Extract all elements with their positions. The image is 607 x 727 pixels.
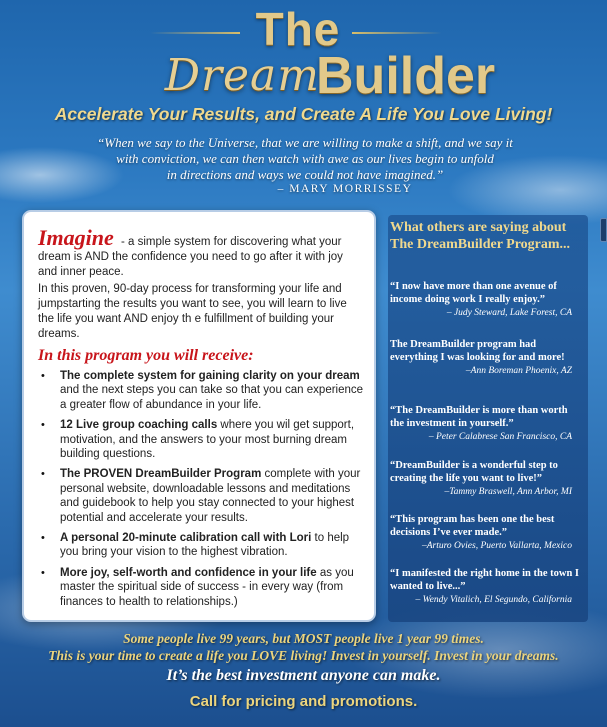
- footer-line-3: It’s the best investment anyone can make.: [166, 667, 441, 684]
- footer-line-1: Some people live 99 years, but MOST people live 1 year 99 times.: [123, 631, 484, 646]
- testimonial: [390, 281, 582, 319]
- receive-heading: In this program you will receive:: [38, 347, 254, 364]
- benefit-item: [38, 369, 368, 412]
- tagline: Accelerate Your Results, and Create A Life You Love Living!: [54, 104, 553, 124]
- title-dream: Dream: [164, 50, 320, 101]
- benefit-text: as you master the spiritual side of success - in every way (from finances to health to relationships.): [60, 566, 354, 608]
- benefit-text: and the next steps you can take so that you can experience a greater flow of abundance in your life.: [60, 384, 364, 411]
- testimonial-author: –Ann Boreman Phoenix, AZ: [465, 365, 572, 376]
- testimonial: [390, 460, 582, 498]
- benefit-item: [38, 566, 368, 609]
- benefit-bold: 12 Live group coaching calls: [60, 419, 218, 432]
- testimonial-author: – Peter Calabrese San Francisco, CA: [428, 431, 572, 442]
- testimonial-author: –Arturo Ovies, Puerto Vallarta, Mexico: [421, 540, 572, 551]
- quote: [60, 135, 550, 183]
- testimonial: [390, 514, 582, 552]
- testimonial-text: “The DreamBuilder is more than worth the investment in yourself.”: [390, 405, 568, 429]
- bullet-icon: •: [41, 532, 45, 545]
- testimonial: [390, 405, 582, 443]
- testimonial-author: –Tammy Braswell, Ann Arbor, MI: [444, 486, 572, 497]
- title-rule-right: [352, 32, 442, 34]
- testimonial-text: The DreamBuilder program had everything I was looking for and more!: [390, 339, 565, 363]
- bullet-icon: •: [41, 566, 45, 579]
- testimonial-author: – Judy Steward, Lake Forest, CA: [446, 307, 572, 318]
- testimonial-text: “I now have more than one avenue of income doing work I really enjoy.”: [390, 281, 557, 305]
- testimonial-text: “DreamBuilder is a wonderful step to creating the life you want to live!”: [390, 460, 558, 484]
- benefit-item: [38, 467, 368, 525]
- quote-author: – MARY MORRISSEY: [277, 183, 413, 195]
- benefit-item: [38, 531, 368, 560]
- program-description: In this proven, 90-day process for transforming your life and jumpstarting the results you want to see, you will learn to live the life you want AND enjoy th e fulfillment of building your dreams.: [38, 283, 347, 340]
- benefit-text: where you wil get support, motivation, and the answers to your most burning dream building questions.: [60, 419, 355, 461]
- benefits-list: [38, 369, 368, 615]
- footer-line-2: This is your time to create a life you LOVE living! Invest in yourself. Invest in your dreams.: [48, 648, 559, 663]
- bullet-icon: •: [41, 419, 45, 432]
- imagine-heading: Imagine: [38, 225, 114, 250]
- benefit-bold: More joy, self-worth and confidence in your life: [60, 566, 317, 579]
- quote-line-3: in directions and ways we could not have imagined.”: [166, 167, 444, 182]
- bullet-icon: •: [41, 370, 45, 382]
- benefit-text: to help you bring your vision to the highest vibration.: [60, 532, 350, 559]
- testimonials-heading: What others are saying about The DreamBuilder Program...: [390, 220, 571, 252]
- intro-lead: - a simple system for discovering what your dream is AND the confidence you need to go after it with joy and inner peace.: [38, 236, 343, 278]
- testimonial-text: “I manifested the right home in the town I wanted to live...”: [390, 568, 579, 592]
- benefit-text: complete with your personal website, downloadable lessons and meditations and guidebook to help you stay connected to your highest potential and accelerate your results.: [60, 468, 361, 524]
- benefit-bold: The PROVEN DreamBuilder Program: [60, 468, 262, 481]
- benefit-bold: A personal 20-minute calibration call with Lori: [60, 532, 312, 545]
- quote-line-2: with conviction, we can then watch with awe as our lives begin to unfold: [116, 151, 494, 166]
- intro-text: [38, 225, 364, 280]
- testimonial: [390, 339, 582, 377]
- program-details-panel: [22, 210, 376, 622]
- quote-line-1: “When we say to the Universe, that we are willing to make a shift, and we say it: [97, 135, 513, 150]
- title-rule-left: [150, 32, 240, 34]
- testimonial: [390, 568, 582, 606]
- testimonials-panel: [388, 215, 588, 622]
- edge-tab: [600, 218, 607, 242]
- bullet-icon: •: [41, 468, 45, 481]
- benefit-item: [38, 418, 368, 461]
- page-header: [0, 0, 607, 110]
- testimonial-author: – Wendy Vitalich, El Segundo, California: [415, 594, 572, 605]
- title-the: The: [255, 3, 341, 55]
- benefit-bold: The complete system for gaining clarity on your dream: [60, 370, 360, 382]
- testimonial-text: “This program has been one the best decisions I’ve ever made.”: [390, 514, 555, 538]
- title-builder: Builder: [316, 47, 496, 105]
- pricing-call-to-action: Call for pricing and promotions.: [189, 693, 418, 710]
